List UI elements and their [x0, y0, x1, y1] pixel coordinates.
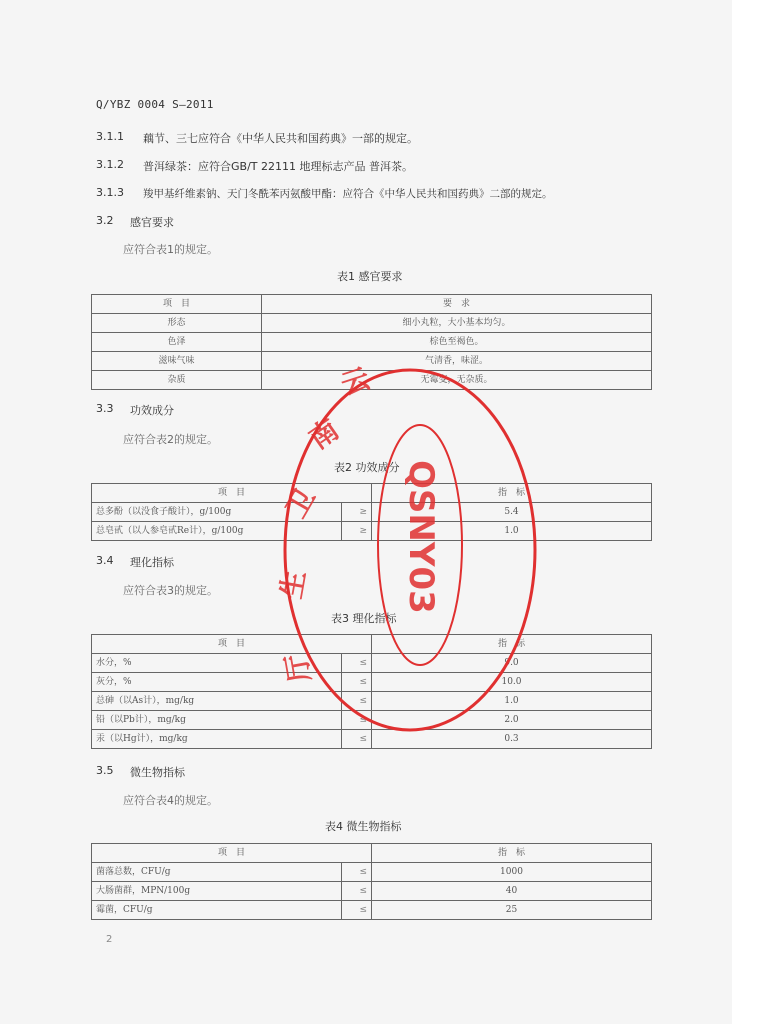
table-cell-value: 2.0	[372, 711, 652, 730]
table-cell-operator: ≤	[342, 901, 372, 920]
section-3-4-note: 应符合表3的规定。	[123, 584, 218, 597]
svg-text:QSNY03: QSNY03	[401, 460, 441, 614]
table-cell-value: 40	[372, 882, 652, 901]
table-cell: 气清香，味涩。	[262, 352, 652, 371]
clause-3-1-1-text: 藕节、三七应符合《中华人民共和国药典》一部的规定。	[143, 132, 418, 145]
table-header-cell: 项 目	[92, 295, 262, 314]
table-cell-operator: ≤	[342, 882, 372, 901]
section-3-2-number: 3.2	[96, 214, 114, 227]
section-3-4-number: 3.4	[96, 554, 114, 567]
table-cell-operator: ≤	[342, 863, 372, 882]
section-3-3-number: 3.3	[96, 402, 114, 415]
table1-caption: 表1 感官要求	[337, 270, 403, 283]
svg-text:厅: 厅	[279, 651, 317, 685]
table-cell: 色泽	[92, 333, 262, 352]
table-header-cell: 要 求	[262, 295, 652, 314]
table-cell-value: 25	[372, 901, 652, 920]
table-cell: 大肠菌群，MPN/100g	[92, 882, 342, 901]
section-3-2-title: 感官要求	[130, 216, 174, 229]
table-cell: 霉菌，CFU/g	[92, 901, 342, 920]
table-cell-operator: ≤	[342, 692, 372, 711]
table-cell-operator: ≤	[342, 711, 372, 730]
section-3-5-number: 3.5	[96, 764, 114, 777]
section-3-3-title: 功效成分	[130, 404, 174, 417]
svg-text:云: 云	[336, 361, 374, 402]
table-cell-operator: ≤	[342, 673, 372, 692]
standard-code: Q/YBZ 0004 S—2011	[96, 98, 214, 111]
table-cell-operator: ≥	[342, 522, 372, 541]
table-cell: 滋味气味	[92, 352, 262, 371]
table-header-cell: 项 目	[92, 484, 372, 503]
svg-text:南: 南	[303, 412, 345, 456]
table-cell: 菌落总数，CFU/g	[92, 863, 342, 882]
table-cell: 形态	[92, 314, 262, 333]
table-cell-value: 1.0	[372, 692, 652, 711]
table-cell: 汞（以Hg计），mg/kg	[92, 730, 342, 749]
table-cell-operator: ≤	[342, 730, 372, 749]
table-cell: 无霉变，无杂质。	[262, 371, 652, 390]
clause-3-1-2-number: 3.1.2	[96, 158, 124, 171]
table-cell-value: 0.3	[372, 730, 652, 749]
table-cell: 总砷（以As计），mg/kg	[92, 692, 342, 711]
page-number: 2	[106, 934, 113, 945]
table4-caption: 表4 微生物指标	[325, 820, 402, 833]
table-cell: 总多酚（以没食子酸计），g/100g	[92, 503, 342, 522]
table3-caption: 表3 理化指标	[331, 612, 397, 625]
table-cell: 细小丸粒，大小基本均匀。	[262, 314, 652, 333]
table-header-cell: 指 标	[372, 635, 652, 654]
table-header-cell: 项 目	[92, 635, 372, 654]
clause-3-1-3-text: 羧甲基纤维素钠、天门冬酰苯丙氨酸甲酯：应符合《中华人民共和国药典》二部的规定。	[143, 188, 553, 200]
table-cell: 杂质	[92, 371, 262, 390]
section-3-3-note: 应符合表2的规定。	[123, 433, 218, 446]
svg-text:生: 生	[274, 567, 312, 602]
clause-3-1-1-number: 3.1.1	[96, 130, 124, 143]
table-cell-value: 1000	[372, 863, 652, 882]
clause-3-1-3-number: 3.1.3	[96, 186, 124, 199]
table-cell: 铅（以Pb计），mg/kg	[92, 711, 342, 730]
table-cell-value: 1.0	[372, 522, 652, 541]
table-header-cell: 指 标	[372, 484, 652, 503]
table-cell: 总皂甙（以人参皂甙Re计），g/100g	[92, 522, 342, 541]
section-3-5-title: 微生物指标	[130, 766, 185, 779]
table-cell-value: 10.0	[372, 673, 652, 692]
table-cell-value: 5.4	[372, 503, 652, 522]
table2-caption: 表2 功效成分	[334, 461, 400, 474]
table-header-cell: 指 标	[372, 844, 652, 863]
svg-text:卫: 卫	[279, 482, 323, 524]
section-3-4-title: 理化指标	[130, 556, 174, 569]
section-3-5-note: 应符合表4的规定。	[123, 794, 218, 807]
table-header-cell: 项 目	[92, 844, 372, 863]
table-cell-operator: ≤	[342, 654, 372, 673]
table-cell: 灰分，%	[92, 673, 342, 692]
section-3-2-note: 应符合表1的规定。	[123, 243, 218, 256]
table-cell: 棕色至褐色。	[262, 333, 652, 352]
table-cell-operator: ≥	[342, 503, 372, 522]
table-cell-value: 9.0	[372, 654, 652, 673]
clause-3-1-2-text: 普洱绿茶：应符合GB/T 22111 地理标志产品 普洱茶。	[143, 160, 413, 173]
table-cell: 水分，%	[92, 654, 342, 673]
